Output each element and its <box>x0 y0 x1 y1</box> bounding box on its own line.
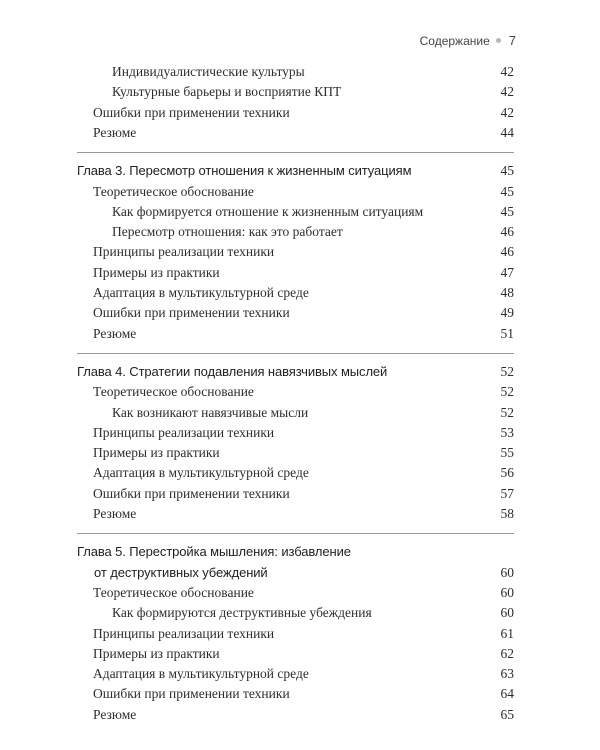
toc-entry[interactable] <box>0 504 600 524</box>
toc-page-number: 45 <box>500 163 514 179</box>
toc-entry[interactable] <box>0 644 600 664</box>
toc-entry[interactable] <box>0 182 600 202</box>
toc-entry-title: Примеры из практики <box>93 645 220 661</box>
toc-page-number: 45 <box>500 183 514 199</box>
toc-entry[interactable] <box>0 403 600 423</box>
toc-entry[interactable] <box>0 303 600 323</box>
toc-entry[interactable] <box>0 583 600 603</box>
chapter-divider <box>77 353 514 354</box>
chapter-divider <box>77 152 514 153</box>
toc-entry-title: Принципы реализации техники <box>93 424 275 440</box>
toc-entry[interactable] <box>0 62 600 82</box>
toc-entry[interactable] <box>0 222 600 242</box>
toc-entry-title: Примеры из практики <box>93 264 220 280</box>
toc-page-number: 56 <box>500 465 514 481</box>
toc-entry-title: Резюме <box>93 124 137 140</box>
toc-entry[interactable] <box>0 484 600 504</box>
toc-page-number: 65 <box>500 706 514 722</box>
toc-page-number: 60 <box>500 564 514 580</box>
toc-entry-title: Адаптация в мультикультурной среде <box>93 666 309 682</box>
toc-entry[interactable] <box>0 705 600 725</box>
toc-entry-title: Как формируется отношение к жизненным ситуациям <box>112 203 424 219</box>
toc-entry-title: Культурные барьеры и восприятие КПТ <box>112 84 342 100</box>
toc-entry-title: Принципы реализации техники <box>93 244 275 260</box>
toc-entry[interactable] <box>0 242 600 262</box>
toc-entry[interactable] <box>0 283 600 303</box>
toc-page-number: 52 <box>500 363 514 379</box>
toc-entry-title: Резюме <box>93 706 137 722</box>
toc-entry[interactable] <box>0 443 600 463</box>
toc-entry[interactable] <box>0 382 600 402</box>
toc-page-number: 63 <box>500 666 514 682</box>
toc-page-number: 64 <box>500 686 514 702</box>
toc-page-number: 55 <box>500 445 514 461</box>
toc-entry[interactable] <box>0 423 600 443</box>
toc-entry[interactable] <box>0 263 600 283</box>
toc-entry-title: Адаптация в мультикультурной среде <box>93 285 309 300</box>
toc-entry[interactable] <box>0 82 600 102</box>
toc-entry[interactable] <box>0 123 600 143</box>
toc-entry-title: Пересмотр отношения: как это работает <box>112 224 343 240</box>
toc-page-number: 60 <box>500 605 514 621</box>
running-header <box>420 33 516 48</box>
toc-entry[interactable] <box>0 103 600 123</box>
toc-page-number: 53 <box>500 424 514 440</box>
toc-entry[interactable] <box>0 684 600 704</box>
header-page-number: 7 <box>508 33 516 48</box>
toc-page-number: 49 <box>500 305 514 321</box>
toc-entry-title: Глава 4. Стратегии подавления навязчивых мыслей <box>77 363 388 379</box>
toc-entry-title: Ошибки при применении техники <box>93 104 290 120</box>
toc-page-number: 46 <box>500 224 514 240</box>
toc-entry-title: Ошибки при применении техники <box>93 686 290 702</box>
toc-page-number: 44 <box>500 124 514 140</box>
bullet-dot-icon <box>496 38 501 43</box>
toc-entry[interactable] <box>0 463 600 483</box>
toc-page-number: 51 <box>500 325 514 341</box>
toc-entry[interactable] <box>0 603 600 623</box>
toc-entry-title: Теоретическое обоснование <box>93 584 254 600</box>
toc-entry-title: Теоретическое обоснование <box>93 183 254 199</box>
header-section-title: Содержание <box>419 33 490 48</box>
toc-page-number: 57 <box>500 485 514 501</box>
toc-page-number: 48 <box>500 285 514 300</box>
toc-page-number: 42 <box>500 84 514 100</box>
toc-entry[interactable] <box>0 664 600 684</box>
toc-entry-title: Как возникают навязчивые мысли <box>112 404 309 420</box>
toc-entry[interactable] <box>0 624 600 644</box>
toc-page-number: 62 <box>500 645 514 661</box>
toc-page-number: 60 <box>500 584 514 600</box>
toc-page-number: 52 <box>500 384 514 400</box>
toc-page-number: 42 <box>500 64 514 79</box>
toc-entry-title-continued: от деструктивных убеждений <box>94 564 268 580</box>
toc-page-number: 47 <box>500 264 514 280</box>
toc-entry-title: Глава 3. Пересмотр отношения к жизненным ситуациям <box>77 163 412 179</box>
toc-chapter-entry[interactable] <box>0 542 600 580</box>
toc-entry[interactable] <box>0 202 600 222</box>
toc-page-number: 45 <box>500 203 514 219</box>
toc-page-number: 58 <box>500 506 514 521</box>
toc-entry-title: Как формируются деструктивные убеждения <box>112 605 372 621</box>
toc-entry-title: Ошибки при применении техники <box>93 305 290 321</box>
toc-entry-title: Теоретическое обоснование <box>93 384 254 400</box>
toc-page-number: 42 <box>500 104 514 120</box>
toc-entry-title: Примеры из практики <box>93 445 220 461</box>
toc-entry-title: Резюме <box>93 325 137 341</box>
chapter-divider <box>77 533 514 534</box>
toc-entry-title: Резюме <box>93 506 137 521</box>
toc-entry-title: Принципы реализации техники <box>93 625 275 641</box>
toc-chapter-entry[interactable] <box>0 362 600 382</box>
toc-page-number: 61 <box>500 625 514 641</box>
toc-page-number: 46 <box>500 244 514 260</box>
toc-entry[interactable] <box>0 324 600 344</box>
toc-chapter-entry[interactable] <box>0 161 600 181</box>
toc-page-number: 52 <box>500 404 514 420</box>
toc-entry-title: Адаптация в мультикультурной среде <box>93 465 309 481</box>
toc-entry-title: Глава 5. Перестройка мышления: избавление <box>77 544 351 560</box>
toc-entry-title: Ошибки при применении техники <box>93 485 290 501</box>
toc-entry-title: Индивидуалистические культуры <box>112 64 305 79</box>
